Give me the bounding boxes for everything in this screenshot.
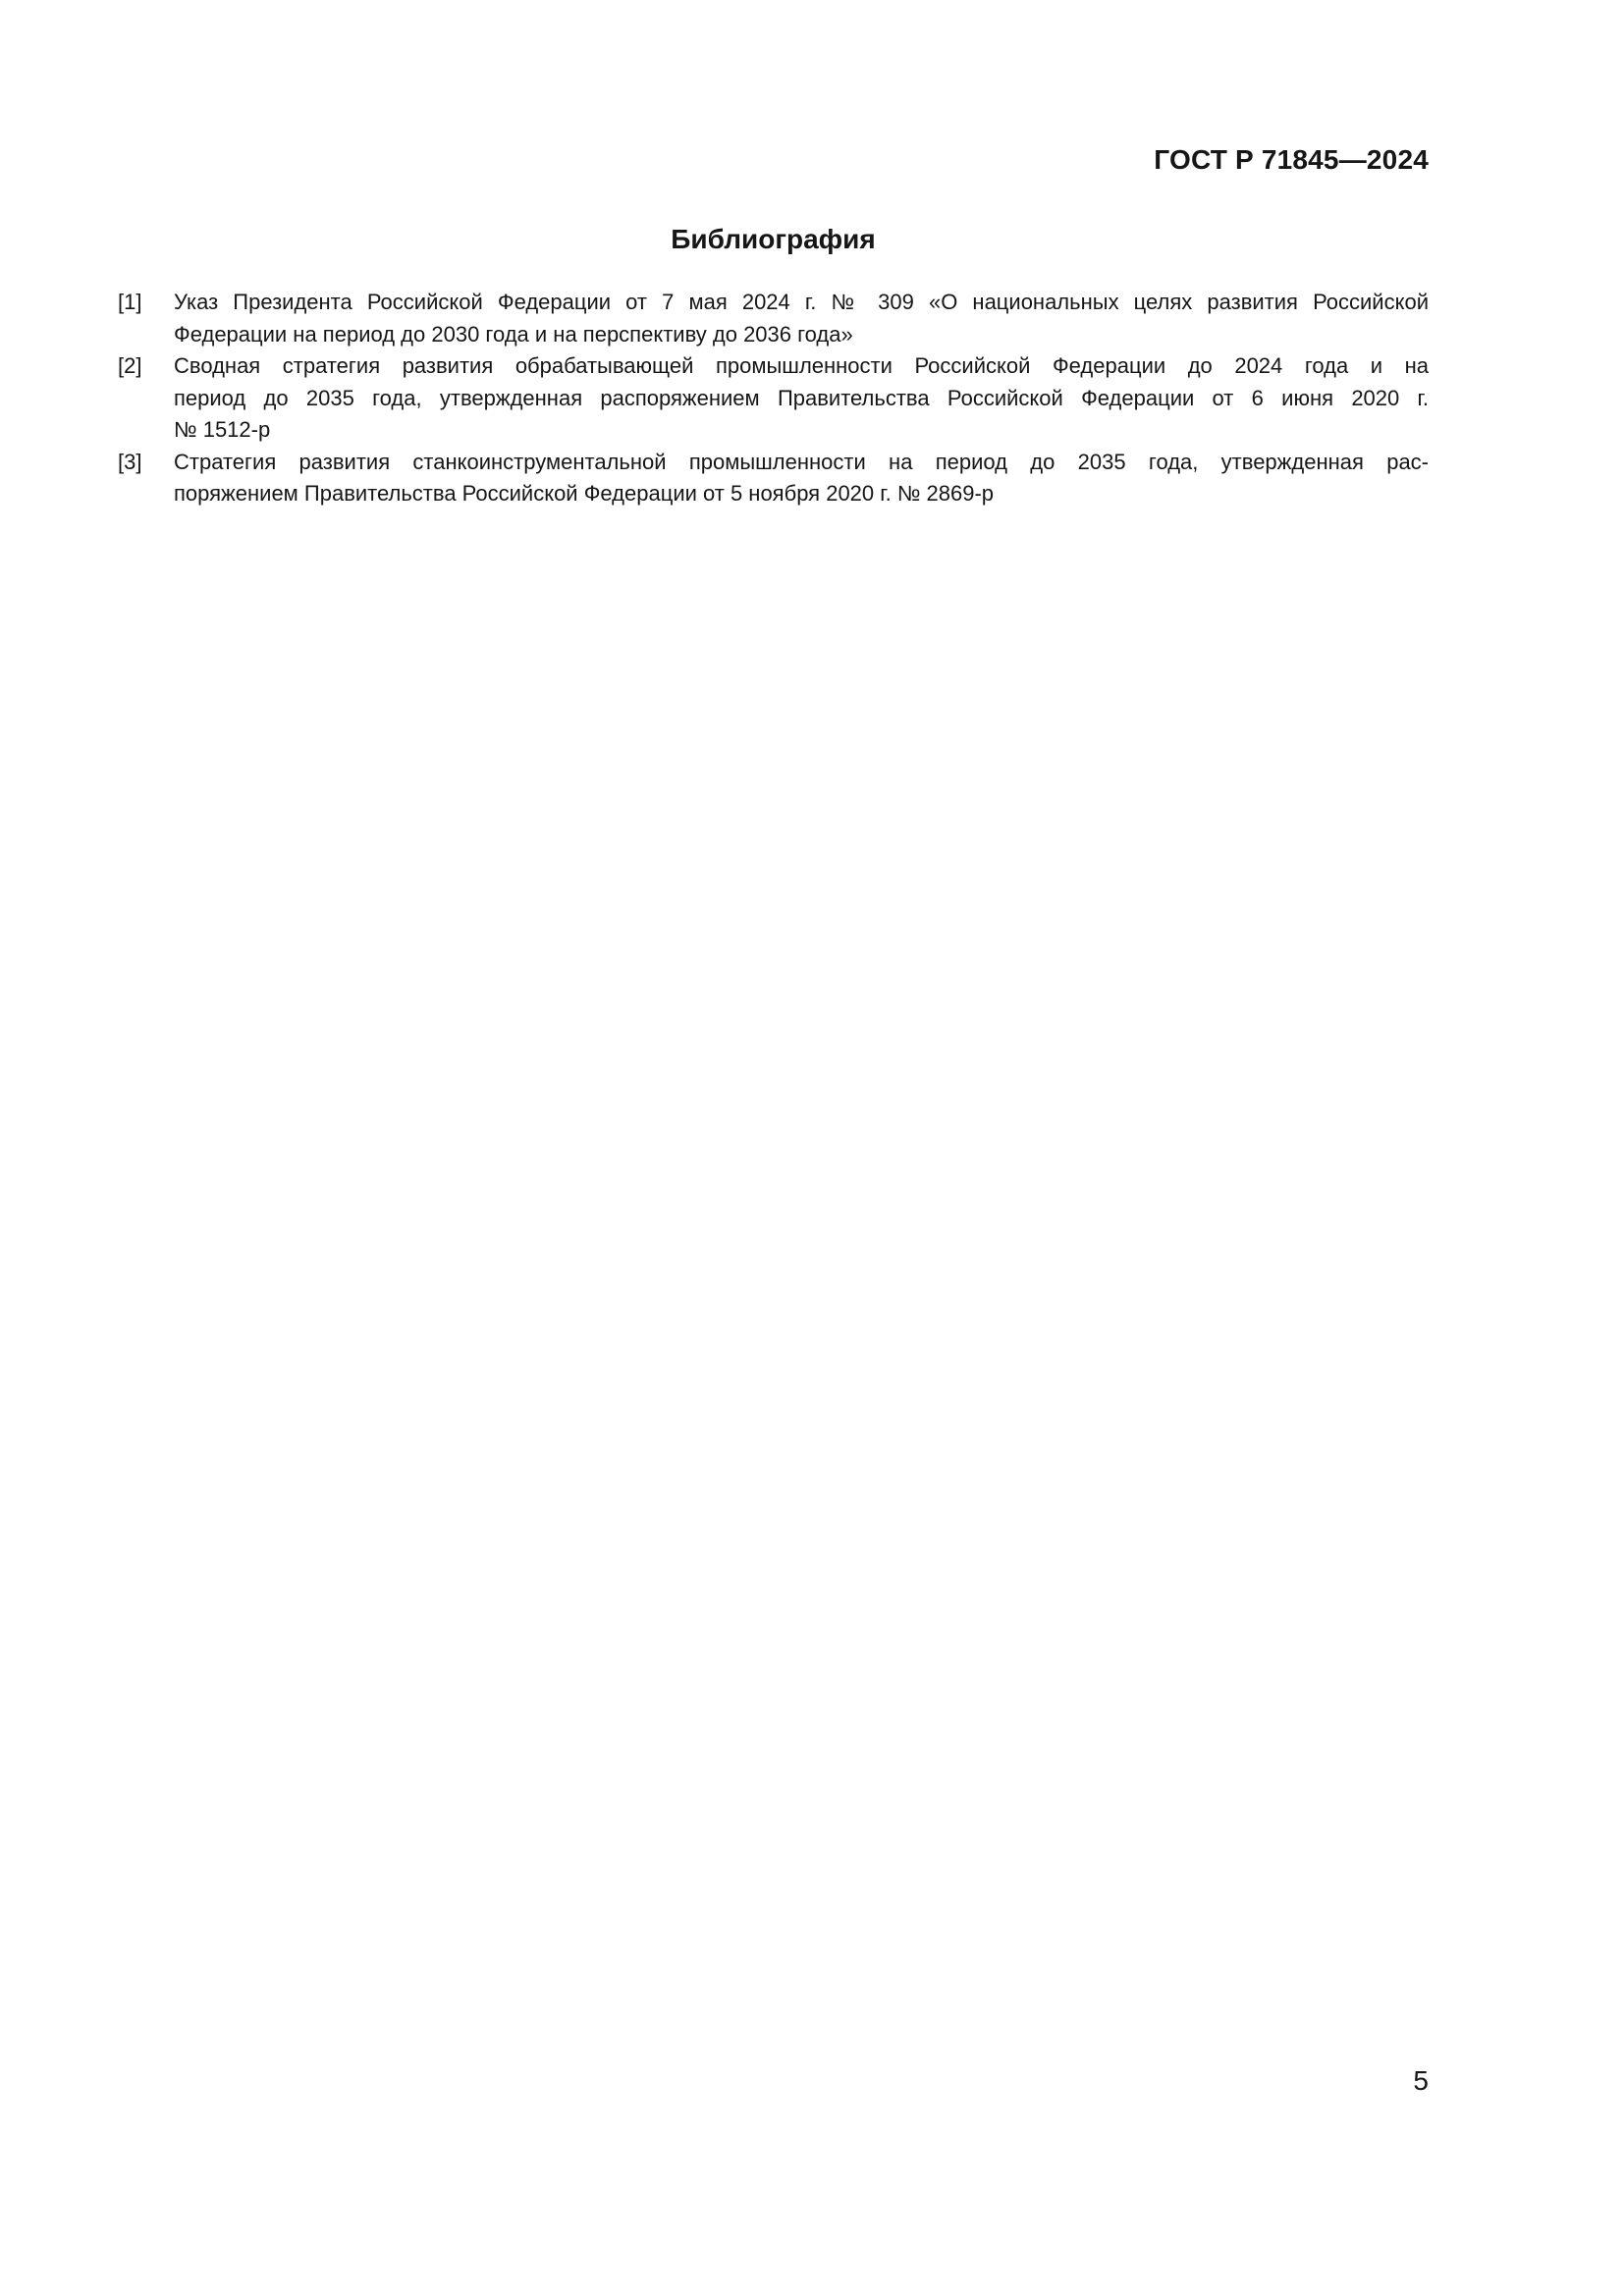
doc-number: ГОСТ Р 71845—2024: [1154, 144, 1429, 175]
page-number-area: [118, 2064, 1429, 2097]
entry-text: [174, 350, 1429, 447]
entry-line: Стратегия развития станкоинструментальной промышленности на период до 2035 года, утвержденная рас-: [174, 449, 1429, 474]
page-number: 5: [1413, 2065, 1429, 2096]
page-title: Библиография: [671, 224, 876, 254]
entry-line: № 1512-р: [174, 417, 271, 442]
entry-line: поряжением Правительства Российской Федерации от 5 ноября 2020 г. № 2869-р: [174, 481, 995, 506]
bibliography-entry: [118, 447, 1429, 510]
entry-line: Указ Президента Российской Федерации от 7 мая 2024 г. № 309 «О национальных целях развития Российской: [174, 290, 1429, 314]
entry-text: [174, 287, 1429, 350]
entry-marker: [2]: [118, 353, 142, 378]
entry-marker: [3]: [118, 449, 142, 474]
entry-line: период до 2035 года, утвержденная распоряжением Правительства Российской Федерации от 6 июня 2020 г.: [174, 385, 1429, 410]
entry-line: Сводная стратегия развития обрабатывающей промышленности Российской Федерации до 2024 года и на: [174, 353, 1429, 378]
bibliography-list: [118, 287, 1429, 510]
entry-text: [174, 447, 1429, 510]
page-header: [118, 144, 1429, 176]
bibliography-entry: [118, 350, 1429, 447]
bibliography-entry: [118, 287, 1429, 350]
entry-line: Федерации на период до 2030 года и на перспективу до 2036 года»: [174, 321, 853, 347]
entry-marker: [1]: [118, 290, 142, 314]
